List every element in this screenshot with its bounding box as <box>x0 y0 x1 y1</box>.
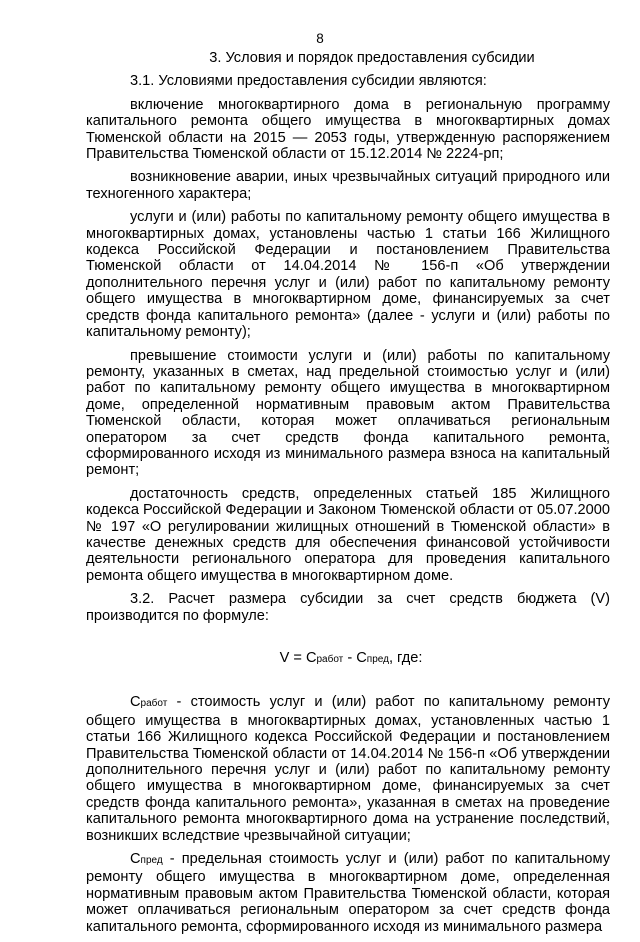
subsidy-formula <box>86 650 610 668</box>
formula-tail: , где: <box>388 650 423 666</box>
paragraph-3-2: 3.2. Расчет размера субсидии за счет средств бюджета (V) производится по формуле: <box>86 591 610 624</box>
definition-subscript: работ <box>140 698 168 710</box>
formula-sub-pred: пред <box>366 654 389 665</box>
condition-repair-services: услуги и (или) работы по капитальному ремонту общего имущества в многоквартирных домах, установлены частью 1 статьи 166 Жилищного кодекса Российской Федерации и постановлением Правительства Тюменской области от 14.04.2014 № 156-п «Об утверждении дополнительного перечня услуг и (или) работ по капитальному ремонту общего имущества в многоквартирном доме, финансируемых за счет средств фонда капитального ремонта» (далее - услуги и (или) работы по капитальному ремонту); <box>86 209 610 341</box>
definition-symbol: C <box>130 851 141 868</box>
document-body <box>86 50 610 942</box>
definition-subscript: пред <box>140 855 163 867</box>
formula-mid: - C <box>343 650 367 666</box>
formula-lhs: V = C <box>279 650 317 666</box>
condition-funds-sufficiency: достаточность средств, определенных статьей 185 Жилищного кодекса Российской Федерации и Законом Тюменской области от 05.07.2000 № 197 «О регулировании жилищных отношений в Тюменской области» в качестве денежных средств для обеспечения финансовой устойчивости деятельности регионального оператора для проведения капитального ремонта общего имущества в многоквартирном доме. <box>86 485 610 584</box>
page-number: 8 <box>316 31 324 46</box>
definition-text: - предельная стоимость услуг и (или) работ по капитальному ремонту общего имущества в многоквартирном доме, определенная нормативным правовым актом Правительства Тюменской области, которая может оплачиваться региональным оператором за счет средств фонда капитального ремонта, сформированного исходя из минимального размера <box>86 851 610 935</box>
condition-program-inclusion: включение многоквартирного дома в региональную программу капитального ремонта общего имущества в многоквартирных домах Тюменской области на 2015 — 2053 годы, утвержденную распоряжением Правительства Тюменской области от 15.12.2014 № 2224-рп; <box>86 96 610 163</box>
definition-text: - стоимость услуг и (или) работ по капитальному ремонту общего имущества в многоквартирных домах, установленных частью 1 статьи 166 Жилищного кодекса Российской Федерации и постановлением Правительства Тюменской области от 14.04.2014 № 156-п «Об утверждении дополнительного перечня услуг и (или) работ по капитальному ремонту общего имущества в многоквартирном доме, финансируемых за счет средств фонда капитального ремонта», указанная в сметах на проведение капитального ремонта многоквартирного дома на устранение последствий, возникших вследствие чрезвычайной ситуации; <box>86 694 610 844</box>
definition-symbol: C <box>130 694 141 711</box>
formula-sub-rabot: работ <box>316 654 344 665</box>
definition-c-rabot <box>86 694 610 844</box>
section-title: 3. Условия и порядок предоставления субсидии <box>209 50 535 66</box>
definition-c-pred <box>86 851 610 935</box>
condition-cost-excess: превышение стоимости услуги и (или) работы по капитальному ремонту, указанных в сметах, над предельной стоимостью услуг и (или) работ по капитальному ремонту общего имущества в многоквартирном доме, определенной нормативным правовым актом Правительства Тюменской области, которая может оплачиваться региональным оператором за счет средств фонда капитального ремонта, сформированного исходя из минимального размера взноса на капитальный ремонт; <box>86 347 610 479</box>
condition-emergency: возникновение аварии, иных чрезвычайных ситуаций природного или техногенного характера; <box>86 169 610 202</box>
paragraph-3-1: 3.1. Условиями предоставления субсидии являются: <box>130 73 487 90</box>
